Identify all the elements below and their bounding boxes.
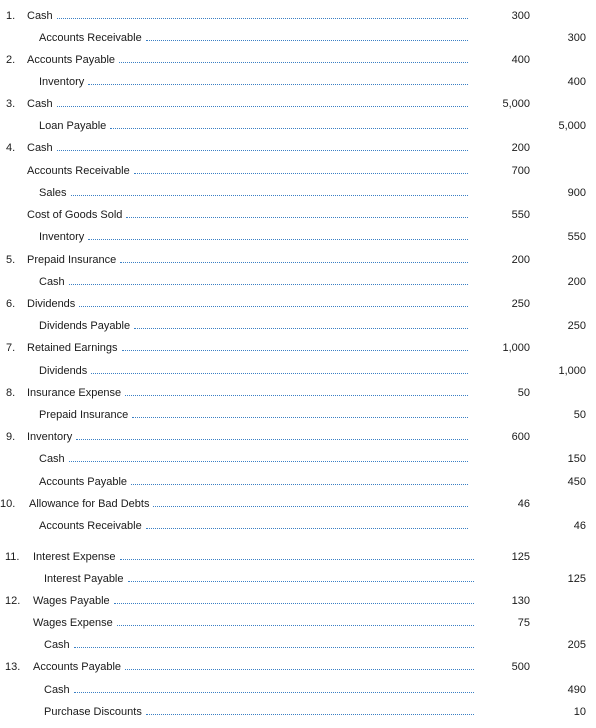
credit-amount: 250 [567, 320, 586, 332]
journal-line [0, 340, 596, 356]
credit-amount: 10 [573, 706, 586, 718]
credit-amount: 1,000 [558, 365, 586, 377]
account-name: Wages Payable [33, 595, 110, 607]
dot-leader [110, 128, 468, 129]
dot-leader [131, 484, 468, 485]
account-name: Cash [27, 142, 53, 154]
dot-leader [134, 328, 468, 329]
dot-leader [57, 150, 468, 151]
account-name: Cost of Goods Sold [27, 209, 123, 221]
account-name: Cash [27, 98, 53, 110]
debit-amount: 600 [511, 431, 530, 443]
dot-leader [119, 62, 468, 63]
account-name: Loan Payable [39, 120, 107, 132]
journal-line [0, 163, 596, 179]
dot-leader [88, 239, 468, 240]
journal-line [0, 496, 596, 512]
journal-line [0, 52, 596, 68]
dot-leader [117, 625, 474, 626]
entry-number: 11. [5, 551, 20, 563]
credit-amount: 490 [567, 684, 586, 696]
credit-amount: 125 [567, 573, 586, 585]
journal-line [0, 385, 596, 401]
journal-line [0, 704, 596, 720]
debit-amount: 130 [511, 595, 530, 607]
journal-line [0, 252, 596, 268]
dot-leader [79, 306, 468, 307]
dot-leader [71, 195, 468, 196]
account-name: Accounts Payable [33, 661, 122, 673]
debit-amount: 50 [517, 387, 530, 399]
account-name: Prepaid Insurance [39, 409, 129, 421]
journal-line [0, 637, 596, 653]
dot-leader [146, 714, 474, 715]
dot-leader [125, 395, 468, 396]
dot-leader [69, 284, 468, 285]
dot-leader [126, 217, 468, 218]
credit-amount: 200 [567, 276, 586, 288]
account-name: Cash [44, 684, 70, 696]
credit-amount: 400 [567, 76, 586, 88]
entry-number: 1. [6, 10, 16, 22]
debit-amount: 250 [511, 298, 530, 310]
journal-line [0, 185, 596, 201]
dot-leader [57, 18, 468, 19]
credit-amount: 550 [567, 231, 586, 243]
account-name: Inventory [27, 431, 73, 443]
account-name: Dividends [39, 365, 88, 377]
account-name: Inventory [39, 231, 85, 243]
dot-leader [57, 106, 468, 107]
account-name: Cash [39, 276, 65, 288]
dot-leader [91, 373, 468, 374]
journal-line [0, 74, 596, 90]
dot-leader [153, 506, 468, 507]
debit-amount: 300 [511, 10, 530, 22]
entry-number: 8. [6, 387, 16, 399]
account-name: Accounts Receivable [39, 520, 142, 532]
entry-number: 5. [6, 254, 16, 266]
debit-amount: 400 [511, 54, 530, 66]
journal-line [0, 571, 596, 587]
account-name: Accounts Payable [39, 476, 128, 488]
journal-line [0, 474, 596, 490]
dot-leader [120, 262, 468, 263]
entry-number: 4. [6, 142, 16, 154]
account-name: Accounts Receivable [39, 32, 142, 44]
account-name: Interest Expense [33, 551, 116, 563]
debit-amount: 700 [511, 165, 530, 177]
credit-amount: 50 [573, 409, 586, 421]
entry-number: 13. [5, 661, 21, 673]
account-name: Inventory [39, 76, 85, 88]
account-name: Wages Expense [33, 617, 113, 629]
credit-amount: 150 [567, 453, 586, 465]
account-name: Retained Earnings [27, 342, 118, 354]
credit-amount: 900 [567, 187, 586, 199]
debit-amount: 500 [511, 661, 530, 673]
journal-line [0, 207, 596, 223]
journal-line [0, 30, 596, 46]
entry-number: 10. [0, 498, 16, 510]
credit-amount: 46 [573, 520, 586, 532]
dot-leader [146, 528, 468, 529]
journal-line [0, 363, 596, 379]
debit-amount: 200 [511, 142, 530, 154]
account-name: Accounts Payable [27, 54, 116, 66]
dot-leader [120, 559, 474, 560]
journal-line [0, 118, 596, 134]
dot-leader [74, 647, 474, 648]
journal-line [0, 615, 596, 631]
dot-leader [76, 439, 468, 440]
journal-line [0, 8, 596, 24]
dot-leader [74, 692, 474, 693]
journal-line [0, 296, 596, 312]
account-name: Cash [27, 10, 53, 22]
entry-number: 12. [5, 595, 21, 607]
journal-line [0, 318, 596, 334]
debit-amount: 200 [511, 254, 530, 266]
journal-line [0, 429, 596, 445]
credit-amount: 300 [567, 32, 586, 44]
dot-leader [114, 603, 474, 604]
dot-leader [128, 581, 474, 582]
journal-line [0, 229, 596, 245]
entry-number: 6. [6, 298, 16, 310]
journal-line [0, 407, 596, 423]
journal-line [0, 659, 596, 675]
account-name: Dividends Payable [39, 320, 131, 332]
debit-amount: 550 [511, 209, 530, 221]
account-name: Cash [39, 453, 65, 465]
debit-amount: 46 [517, 498, 530, 510]
journal-line [0, 549, 596, 565]
journal-line [0, 593, 596, 609]
account-name: Interest Payable [44, 573, 124, 585]
debit-amount: 125 [511, 551, 530, 563]
journal-line [0, 451, 596, 467]
account-name: Accounts Receivable [27, 165, 130, 177]
credit-amount: 205 [567, 639, 586, 651]
account-name: Allowance for Bad Debts [29, 498, 150, 510]
entry-number: 7. [6, 342, 16, 354]
journal-line [0, 682, 596, 698]
dot-leader [146, 40, 468, 41]
dot-leader [88, 84, 468, 85]
credit-amount: 450 [567, 476, 586, 488]
credit-amount: 5,000 [558, 120, 586, 132]
journal-line [0, 274, 596, 290]
account-name: Cash [44, 639, 70, 651]
account-name: Dividends [27, 298, 76, 310]
entry-number: 3. [6, 98, 16, 110]
debit-amount: 5,000 [502, 98, 530, 110]
journal-line [0, 518, 596, 534]
account-name: Insurance Expense [27, 387, 122, 399]
dot-leader [125, 669, 474, 670]
dot-leader [132, 417, 468, 418]
dot-leader [69, 461, 468, 462]
entry-number: 9. [6, 431, 16, 443]
entry-number: 2. [6, 54, 16, 66]
debit-amount: 1,000 [502, 342, 530, 354]
dot-leader [122, 350, 468, 351]
account-name: Purchase Discounts [44, 706, 142, 718]
journal-line [0, 96, 596, 112]
account-name: Sales [39, 187, 67, 199]
dot-leader [134, 173, 468, 174]
account-name: Prepaid Insurance [27, 254, 117, 266]
debit-amount: 75 [517, 617, 530, 629]
journal-line [0, 140, 596, 156]
